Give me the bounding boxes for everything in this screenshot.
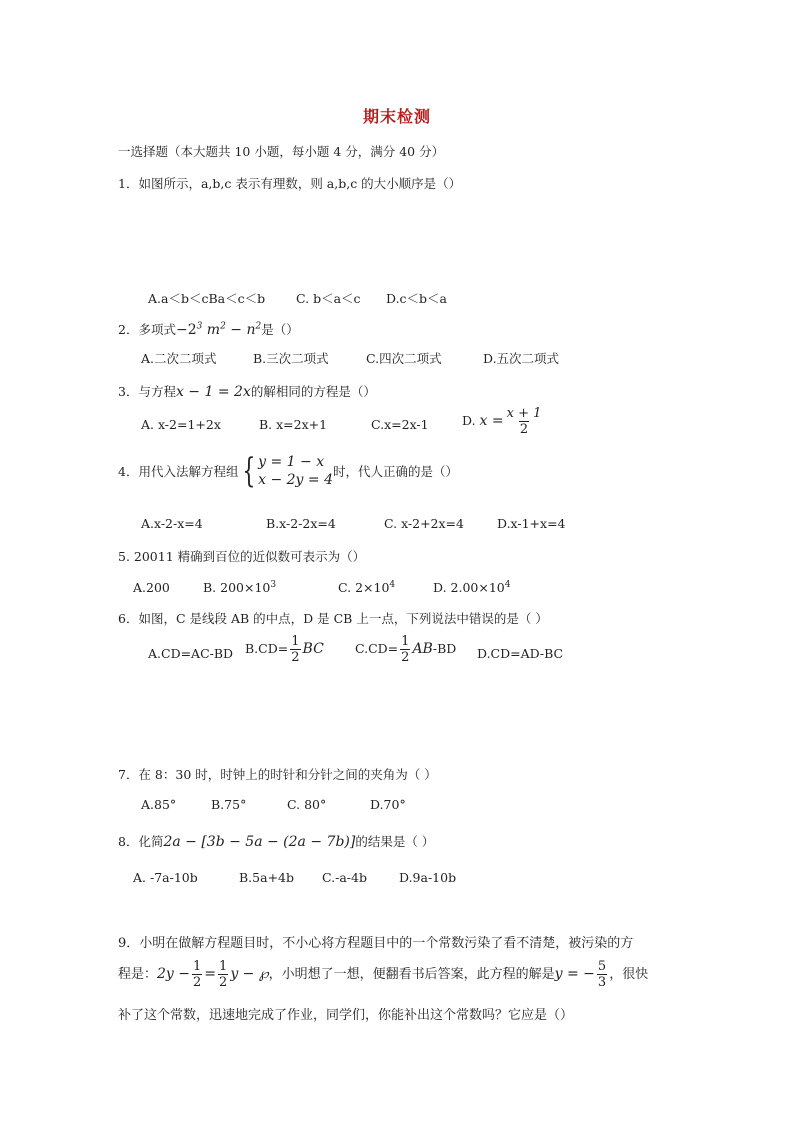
q5-option-c: C. $2\times 10^4$	[338, 579, 396, 595]
question-2	[118, 320, 299, 338]
q1-option-d: D.c＜b＜a	[386, 291, 448, 306]
section-heading: 一选择题（本大题共 10 小题，每小题 4 分，满分 40 分）	[118, 144, 445, 159]
q6-option-c: C.CD= $\frac{1}{2}$ AB-BD	[355, 634, 457, 665]
q3-option-d: D. x = $\frac{x + 1}{2}$	[462, 406, 542, 437]
q2-polynomial: $-2^3$ $m^2 - n^2$	[175, 321, 262, 338]
q5-option-b: B. $200\times 10^3$	[203, 579, 277, 595]
q7-option-a: A.85°	[141, 797, 177, 812]
q3-option-b: B. x=2x+1	[259, 417, 328, 432]
q6-option-a: A.CD=AC-BD	[148, 646, 234, 661]
question-1: 1．如图所示，a,b,c 表示有理数，则 a,b,c 的大小顺序是（）	[118, 176, 462, 191]
question-8: 8．化简2a − [3b − 5a − (2a − 7b)]的结果是（ ）	[118, 834, 435, 850]
q3-option-a: A. x-2=1+2x	[141, 417, 221, 432]
q5-option-a: A.200	[133, 580, 170, 595]
q3-equation: x − 1 = 2x	[175, 384, 251, 400]
q8-expression: 2a − [3b − 5a − (2a − 7b)]	[163, 834, 356, 850]
q7-option-b: B.75°	[211, 797, 247, 812]
q6-option-b: B.CD= $\frac{1}{2}$ BC	[245, 634, 324, 665]
q8-option-b: B.5a+4b	[239, 870, 294, 885]
question-7: 7．在 8：30 时，时钟上的时针和分针之间的夹角为（ ）	[118, 767, 437, 782]
q8-option-d: D.9a-10b	[399, 870, 457, 885]
question-5: 5. 20011 精确到百位的近似数可表示为（）	[118, 549, 366, 564]
q2-tail: 是（）	[261, 322, 299, 337]
q8-option-a: A. -7a-10b	[133, 870, 198, 885]
q6-option-d: D.CD=AD-BC	[477, 646, 564, 661]
page-title: 期末检测	[362, 107, 431, 126]
q4-option-a: A.x-2-x=4	[141, 516, 203, 531]
q2-option-b: B.三次二项式	[253, 351, 329, 366]
q2-option-c: C.四次二项式	[366, 351, 442, 366]
q4-option-d: D.x-1+x=4	[497, 516, 566, 531]
q2-option-a: A.二次二项式	[141, 351, 217, 366]
q1-option-c: C. b＜a＜c	[296, 291, 361, 306]
q4-option-c: C. x-2+2x=4	[384, 516, 464, 531]
q1-option-a: A.a＜b＜cBa＜c＜b	[148, 291, 266, 306]
q8-option-c: C.-a-4b	[322, 870, 367, 885]
question-3: 3．与方程x − 1 = 2x的解相同的方程是（）	[118, 384, 376, 400]
question-9-line-3: 补了这个常数，迅速地完成了作业，同学们，你能补出这个常数吗？它应是（）	[118, 1008, 574, 1023]
q2-num: 2．多项式	[118, 322, 176, 337]
q7-option-c: C. 80°	[287, 797, 327, 812]
q3-option-c: C.x=2x-1	[371, 417, 429, 432]
question-9-line-1: 9．小明在做解方程题目时，不小心将方程题目中的一个常数污染了看不清楚，被污染的方	[118, 936, 634, 951]
question-6: 6．如图，C 是线段 AB 的中点，D 是 CB 上一点，下列说法中错误的是（ ）	[118, 611, 548, 626]
question-4: 4．用代入法解方程组 { y = 1 − x x − 2y = 4 时，代人正确的是（）	[118, 451, 459, 491]
q4-option-b: B.x-2-2x=4	[266, 516, 336, 531]
q2-option-d: D.五次二项式	[483, 351, 560, 366]
q5-option-d: D. $2.00\times 10^4$	[433, 579, 511, 595]
question-9-line-2: 程是：2y − $\frac{1}{2}$ = $\frac{1}{2}$ y − ℘，小明想了一想，便翻看书后答案，此方程的解是y = − $\frac{5}{3}$ ，很快	[118, 959, 649, 990]
q7-option-d: D.70°	[370, 797, 406, 812]
